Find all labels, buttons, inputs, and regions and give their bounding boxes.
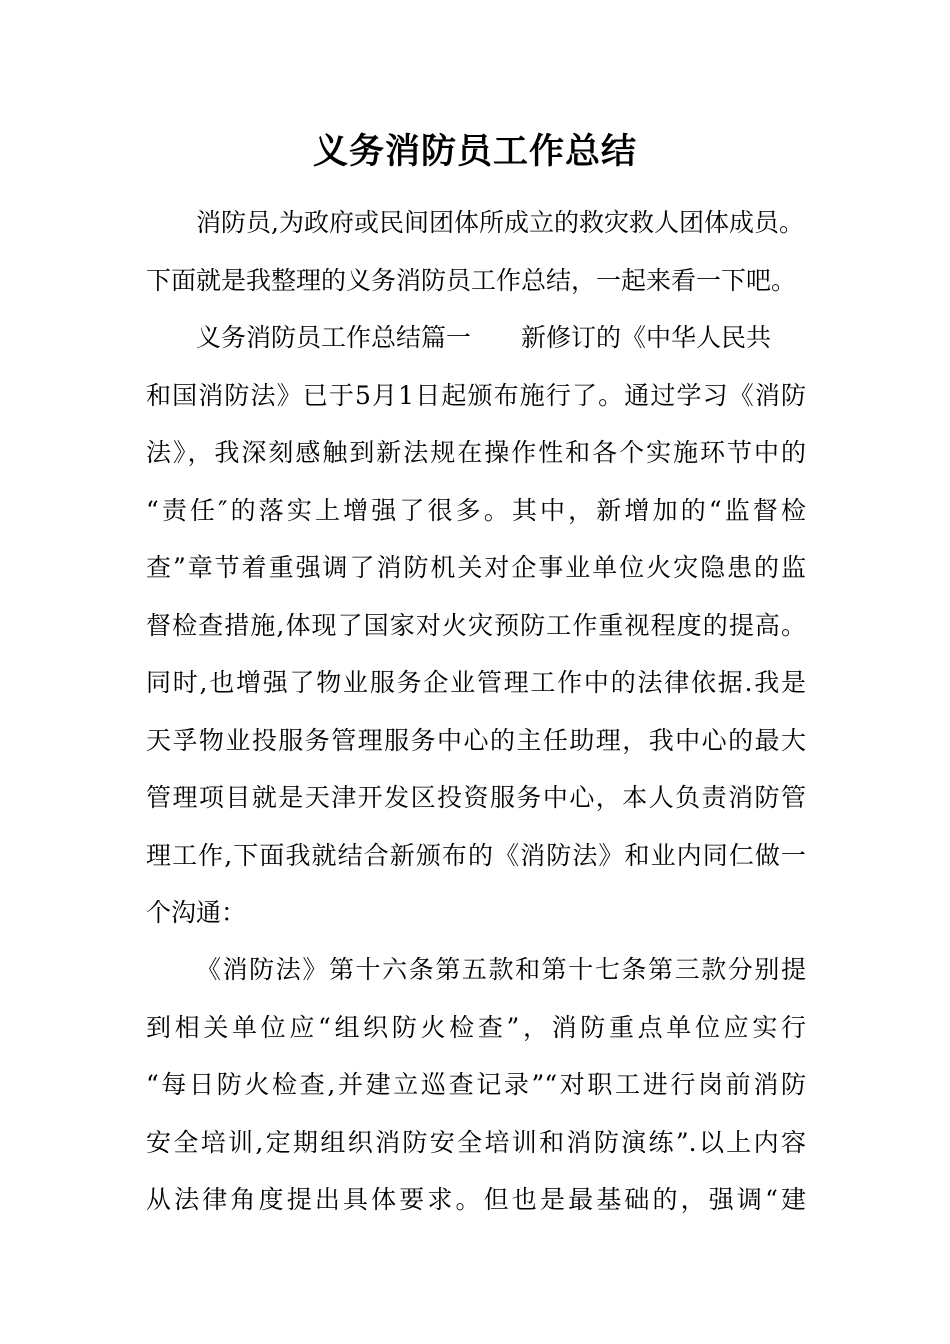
text-line: 管理项目就是天津开发区投资服务中心，本人负责消防管 [146, 783, 806, 812]
document-title: 义务消防员工作总结 [312, 132, 637, 172]
text-line: 查”章节着重强调了消防机关对企事业单位火灾隐患的监 [146, 553, 806, 582]
text-line: 法》，我深刻感触到新法规在操作性和各个实施环节中的 [146, 438, 806, 467]
text-line: 督检查措施,体现了国家对火灾预防工作重视程度的提高。 [146, 611, 806, 640]
text-line: 个沟通： [146, 898, 247, 927]
text-line: “每日防火检查,并建立巡查记录”“对职工进行岗前消防 [146, 1070, 806, 1099]
text-line: 《消防法》第十六条第五款和第十七条第三款分别提 [196, 955, 806, 984]
text-line: 消防员,为政府或民间团体所成立的救灾救人团体成员。 [196, 208, 804, 237]
text-line: 到相关单位应“组织防火检查”，消防重点单位应实行 [146, 1013, 806, 1042]
text-line: 同时,也增强了物业服务企业管理工作中的法律依据.我是 [146, 668, 806, 697]
text-line: “责任″的落实上增强了很多。其中，新增加的“监督检 [146, 496, 806, 525]
text-line: 天孚物业投服务管理服务中心的主任助理，我中心的最大 [146, 726, 806, 755]
text-line: 从法律角度提出具体要求。但也是最基础的，强调“建 [146, 1185, 806, 1214]
text-line: 义务消防员工作总结篇一 新修订的《中华人民共 [196, 323, 772, 352]
text-line: 和国消防法》已于5月1日起颁布施行了。通过学习《消防 [146, 381, 806, 410]
text-line: 安全培训,定期组织消防安全培训和消防演练”.以上内容 [146, 1128, 806, 1157]
text-line: 理工作,下面我就结合新颁布的《消防法》和业内同仁做一 [146, 841, 806, 870]
text-line: 下面就是我整理的义务消防员工作总结，一起来看一下吧。 [146, 266, 797, 295]
